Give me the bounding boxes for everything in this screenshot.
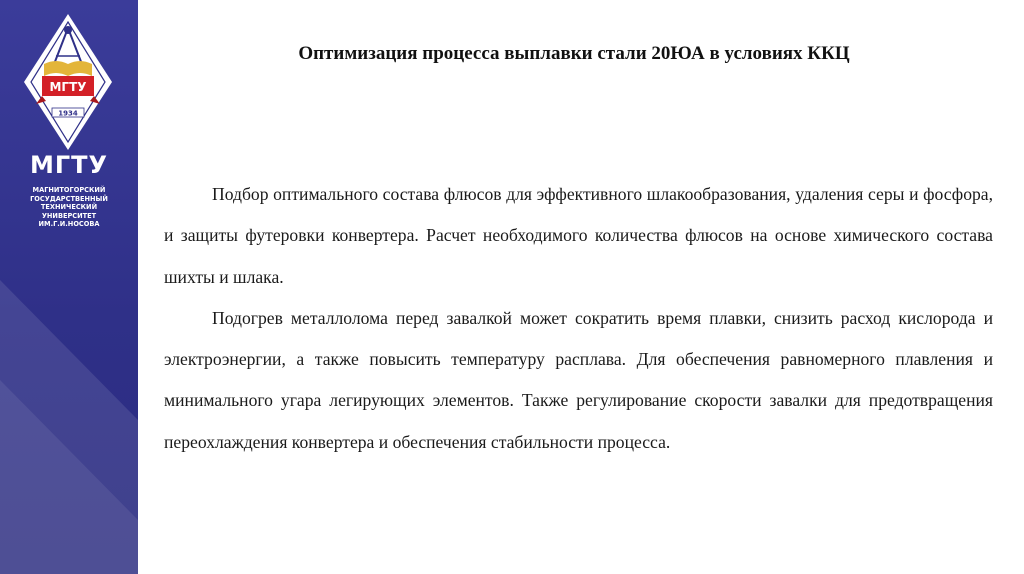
university-emblem	[22, 12, 114, 154]
university-name-line: ТЕХНИЧЕСКИЙ	[40, 203, 98, 212]
body-paragraph-scrap-preheating: Подогрев металлолома перед завалкой может сократить время плавки, снизить расход кислорода и электроэнергии, а также повысить температуру расплава. Для обеспечения равномерного плавления и минимального угара легирующих элементов. Также регулирование скорости завалки для предотвращения переохлаждения конвертера и обеспечения стабильности процесса.	[164, 307, 993, 452]
emblem-text: МГТУ	[49, 80, 87, 94]
university-name-line: ГОСУДАРСТВЕННЫЙ	[30, 194, 108, 203]
university-full-name	[0, 186, 138, 229]
slide-title: Оптимизация процесса выплавки стали 20ЮА в условиях ККЦ	[298, 43, 850, 64]
university-name-line: УНИВЕРСИТЕТ	[41, 211, 97, 220]
slide-body	[164, 174, 993, 463]
left-sidebar	[0, 0, 138, 574]
university-abbreviation: МГТУ	[29, 151, 109, 179]
university-name-line: МАГНИТОГОРСКИЙ	[32, 186, 106, 194]
body-paragraph-fluxes: Подбор оптимального состава флюсов для эффективного шлакообразования, удаления серы и фосфора, и защиты футеровки конвертера. Расчет необходимого количества флюсов на основе химического состава шихты и шлака.	[164, 184, 993, 287]
university-name-line: ИМ.Г.И.НОСОВА	[38, 220, 100, 229]
emblem-ribbon: 1934	[58, 109, 78, 118]
